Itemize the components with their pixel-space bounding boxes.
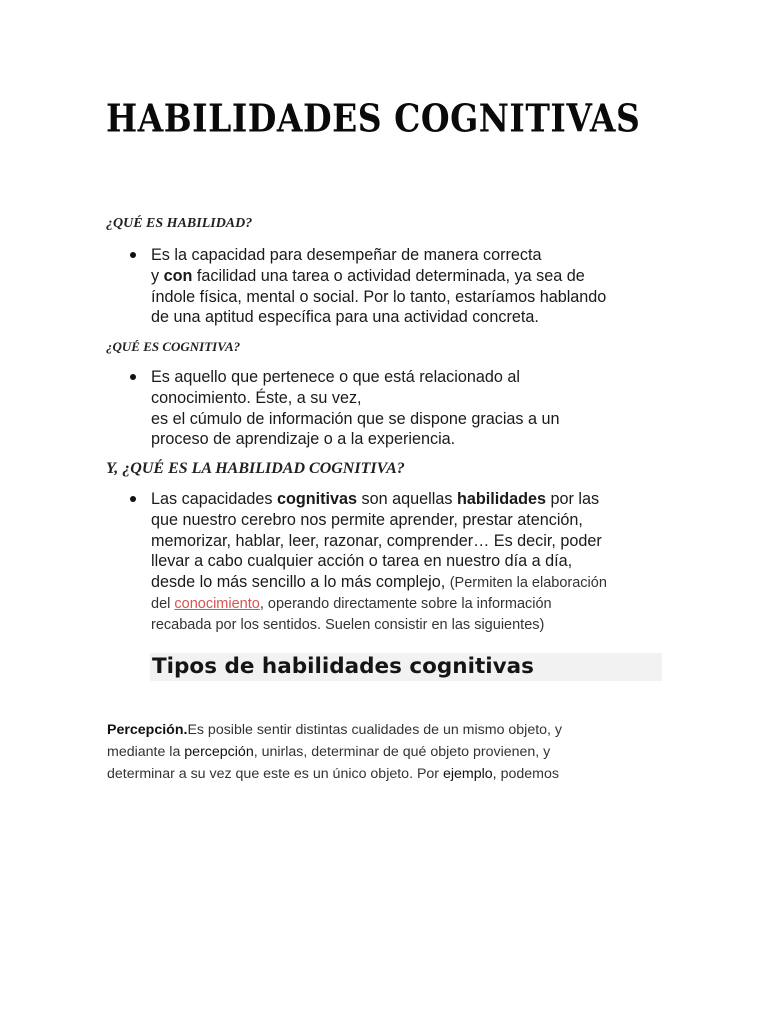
text-line	[151, 489, 668, 510]
text-line: conocimiento. Éste, a su vez,	[151, 388, 362, 407]
bold-text: cognitivas	[277, 490, 358, 508]
small-text: (Permiten la elaboración	[449, 575, 607, 592]
text-line: índole física, mental o social. Por lo tanto, estaríamos hablando	[151, 287, 607, 306]
question-what-is-cognitive: ¿QUÉ ES COGNITIVA?	[106, 339, 241, 354]
text-fragment: Las capacidades	[151, 490, 277, 508]
text-line: proceso de aprendizaje o a la experiencia.	[151, 430, 456, 449]
highlight-text: percepción	[184, 744, 254, 760]
text-line: memorizar, hablar, leer, razonar, comprender… Es decir, poder	[151, 531, 602, 550]
text-fragment: son aquellas	[357, 490, 457, 508]
text-fragment: determinar a su vez que este es un único objeto. Por	[107, 766, 443, 782]
text-line: llevar a cabo cualquier acción o tarea en nuestro día a día,	[151, 552, 573, 571]
text-fragment: por las	[546, 490, 600, 508]
text-fragment: podemos	[496, 766, 559, 782]
bold-text: habilidades	[456, 490, 547, 508]
bold-text: con	[163, 266, 193, 285]
text-fragment: y	[151, 266, 164, 285]
question-what-is-cognitive-skill: Y, ¿QUÉ ES LA HABILIDAD COGNITIVA?	[106, 460, 405, 477]
text-fragment: facilidad una tarea o actividad determinada, ya sea de	[192, 266, 585, 285]
text-line	[107, 763, 667, 785]
question-what-is-skill: ¿QUÉ ES HABILIDAD?	[106, 216, 253, 231]
conocimiento-link[interactable]: conocimiento	[174, 595, 260, 612]
bullet-list-cognitive-skill	[128, 489, 668, 636]
text-fragment: Es posible sentir distintas cualidades de un mismo objeto, y	[187, 722, 563, 738]
text-line	[151, 594, 668, 615]
text-line: recabada por los sentidos. Suelen consistir en las siguientes)	[151, 616, 545, 633]
text-line	[107, 719, 667, 741]
text-fragment: del	[151, 595, 175, 612]
list-item	[128, 367, 668, 450]
text-line	[151, 266, 668, 287]
text-line	[107, 741, 667, 763]
text-line: Es la capacidad para desempeñar de manera correcta	[151, 246, 542, 264]
document-title: HABILIDADES COGNITIVAS	[106, 96, 641, 141]
text-fragment: desde lo más sencillo a lo más complejo,	[151, 573, 450, 592]
bullet-list-skill	[128, 245, 668, 328]
section-heading: Tipos de habilidades cognitivas	[150, 653, 662, 681]
list-item	[128, 489, 668, 636]
term-label: Percepción.	[107, 722, 188, 738]
text-line: es el cúmulo de información que se dispone gracias a un	[151, 409, 560, 428]
text-fragment: , unirlas, determinar de qué objeto provienen, y	[253, 744, 551, 760]
highlight-text: ejemplo,	[442, 766, 497, 782]
text-line: que nuestro cerebro nos permite aprender, prestar atención,	[151, 510, 583, 529]
text-fragment: mediante la	[107, 744, 185, 760]
text-line: de una aptitud específica para una actividad concreta.	[151, 308, 539, 327]
list-item	[128, 245, 668, 328]
text-fragment: , operando directamente sobre la información	[259, 595, 552, 612]
bullet-list-cognitive	[128, 367, 668, 450]
text-line	[151, 572, 668, 594]
perception-paragraph	[107, 719, 667, 785]
text-line: Es aquello que pertenece o que está relacionado al	[151, 368, 520, 386]
